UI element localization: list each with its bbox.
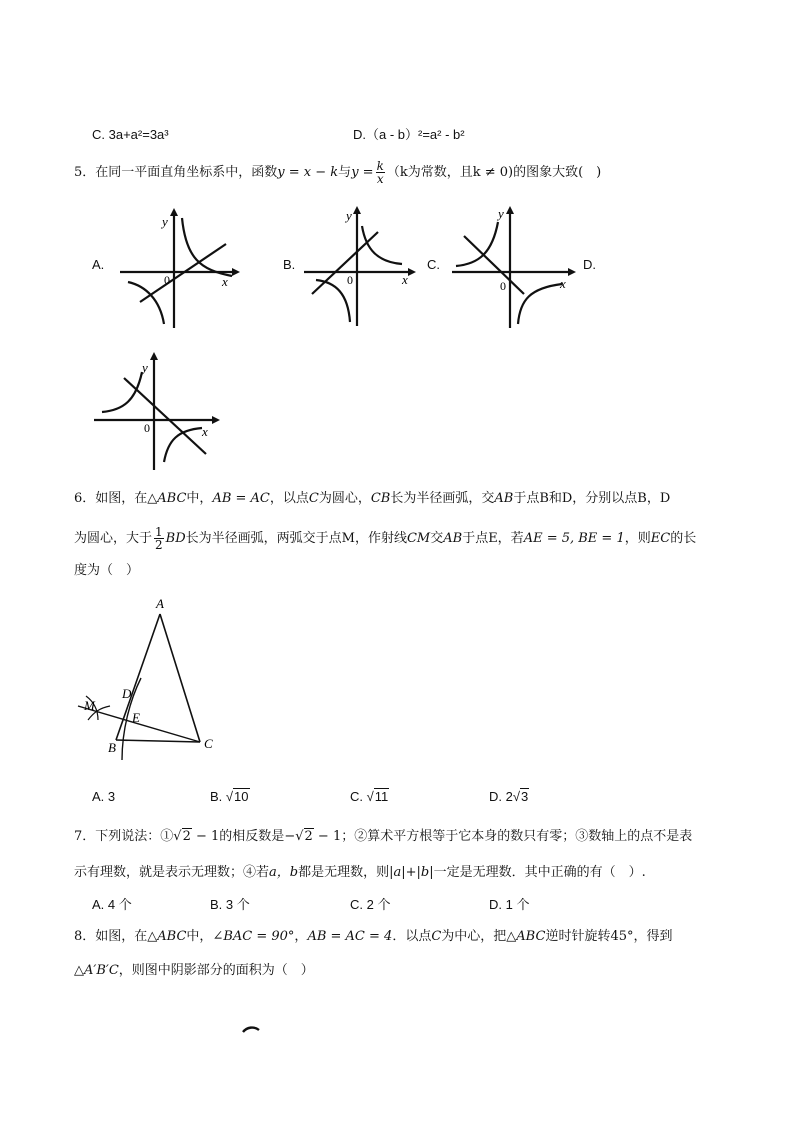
q7-option-a: A. 4 个 [92, 897, 132, 912]
q6-segment: EC [650, 531, 671, 546]
q7-option-d: D. 1 个 [489, 897, 530, 912]
q6-text: 为圆心， [318, 491, 371, 506]
q6-label-b: B [108, 740, 116, 755]
q6-text: 为圆心，大于 [74, 531, 153, 546]
q7-text: 一定是无理数．其中正确的有（ ）. [433, 865, 646, 880]
q6-label-d: D [122, 686, 132, 701]
q5-graph-a-y-label: y [162, 214, 168, 229]
q5-func2-den: x [376, 172, 384, 186]
q8-text: ．以点 [392, 929, 432, 944]
q5-label-a: A. [92, 257, 105, 272]
q5-func2-num: k [376, 159, 384, 173]
q5-label-c: C. [427, 257, 440, 272]
q7-text: ；②算术平方根等于它本身的数只有零；③数轴上的点不是表 [341, 829, 693, 844]
q5-graph-c-y-label: y [498, 206, 504, 221]
q6-text: 中， [186, 491, 213, 506]
q7-text: − 1 [191, 829, 220, 844]
q8-text: 逆时针旋转45°，得到 [545, 929, 673, 944]
q6-label-e: E [132, 710, 140, 725]
q6-half-num: 1 [155, 525, 163, 539]
q6-option-c-radicand: 11 [374, 789, 389, 804]
q7-radicand: 2 [182, 829, 191, 844]
q4-option-d: D.（a - b）²=a² - b² [353, 127, 465, 142]
q5-graph-d-x-label: x [202, 424, 208, 439]
q8-triangle: △ABC [147, 929, 187, 944]
q6-option-b-prefix: B. [210, 789, 223, 804]
q8-point: C [431, 929, 442, 944]
q7-text: 都是无理数，则 [298, 865, 390, 880]
q6-half-den: 2 [155, 538, 163, 552]
q6-text: ，则 [624, 531, 651, 546]
q6-segment: CM [406, 531, 431, 546]
q6-text: 6．如图，在 [74, 491, 148, 506]
q6-values: AE = 5, BE = 1 [523, 531, 625, 546]
q8-text: 为中心，把 [441, 929, 507, 944]
q6-segment: BD [165, 531, 186, 546]
q8-rotated-triangle: △A′B′C [74, 963, 119, 978]
q6-option-d-radicand: 3 [520, 789, 529, 804]
q5-graph-c-origin: 0 [500, 279, 506, 293]
q6-option-c-prefix: C. [350, 789, 363, 804]
q6-text: 交 [430, 531, 444, 546]
q6-triangle: △ABC [147, 491, 187, 506]
q7-text: − 1 [313, 829, 342, 844]
q5-graph-b-x-label: x [402, 272, 408, 287]
q6-text: 于点B和D，分别以点B，D [513, 491, 671, 506]
q7-text: 7．下列说法：① [74, 829, 174, 844]
q5-func1: y = x − k [277, 165, 339, 180]
q6-label-c: C [204, 736, 213, 751]
q5-graph-c-x-label: x [560, 276, 566, 291]
q8-text: 中， [186, 929, 213, 944]
q5-label-b: B. [283, 257, 296, 272]
q6-text: ，以点 [269, 491, 309, 506]
q6-option-b: B. √10 [210, 789, 249, 804]
q5-graph-a-x-label: x [222, 274, 228, 289]
q6-text: 的长 [670, 531, 697, 546]
q6-text: 于点E，若 [462, 531, 524, 546]
q5-label-d: D. [583, 257, 596, 272]
q5-text-a: 在同一平面直角坐标系中，函数 [95, 165, 278, 180]
q6-option-b-radicand: 10 [234, 789, 249, 804]
q5-number: 5． [74, 165, 96, 180]
q5-condition: （k为常数，且k ≠ 0) [386, 165, 514, 180]
q6-line-3: 度为（ ） [74, 563, 140, 578]
q6-text: 长为半径画弧，交 [390, 491, 495, 506]
q4-option-c: C. 3a+a²=3a³ [92, 127, 169, 142]
q5-graph-d-y-label: y [142, 360, 148, 375]
q6-segment: AB [494, 491, 514, 506]
q7-radicand: 2 [304, 829, 313, 844]
q6-label-a: A [156, 596, 164, 611]
q6-option-a: A. 3 [92, 789, 116, 804]
q6-option-d: D. 2√3 [489, 789, 529, 804]
q8-text: 8．如图，在 [74, 929, 148, 944]
q6-segment: AB [443, 531, 463, 546]
q8-text: ，则图中阴影部分的面积为（ ） [118, 963, 314, 978]
q5-graph-b-y-label: y [346, 208, 352, 223]
q8-text: ， [294, 929, 308, 944]
q7-option-b: B. 3 个 [210, 897, 250, 912]
q6-label-m: M [84, 698, 95, 713]
q5-graph-b-origin: 0 [347, 273, 353, 287]
q5-graph-a-origin: 0 [164, 273, 170, 287]
q6-text: 长为半径画弧，两弧交于点M，作射线 [185, 531, 407, 546]
q7-option-c: C. 2 个 [350, 897, 391, 912]
q7-vars: a，b [269, 865, 299, 880]
q6-segment: CB [370, 491, 391, 506]
q7-text: − [284, 829, 296, 844]
q5-func2-lhs: y = [351, 165, 374, 180]
q6-option-d-prefix: D. 2 [489, 789, 513, 804]
q5-graph-d-origin: 0 [144, 421, 150, 435]
q7-abs-sum: |a|+|b| [389, 865, 434, 880]
q7-line-1: 7．下列说法：①√2 − 1的相反数是−√2 − 1；②算术平方根等于它本身的数只有零；③数轴上的点不是表 [74, 829, 693, 844]
q8-equation: AB = AC = 4 [307, 929, 393, 944]
q6-equation: AB = AC [212, 491, 270, 506]
q6-option-c: C. √11 [350, 789, 389, 804]
q6-point: C [308, 491, 319, 506]
q5-text-c: 的图象大致( ) [513, 165, 602, 180]
q7-text: 示有理数，就是表示无理数；④若 [74, 865, 270, 880]
q7-text: 的相反数是 [219, 829, 285, 844]
q5-text-b: 与 [338, 165, 352, 180]
q8-triangle: △ABC [506, 929, 546, 944]
q8-angle: ∠BAC = 90° [212, 929, 295, 944]
